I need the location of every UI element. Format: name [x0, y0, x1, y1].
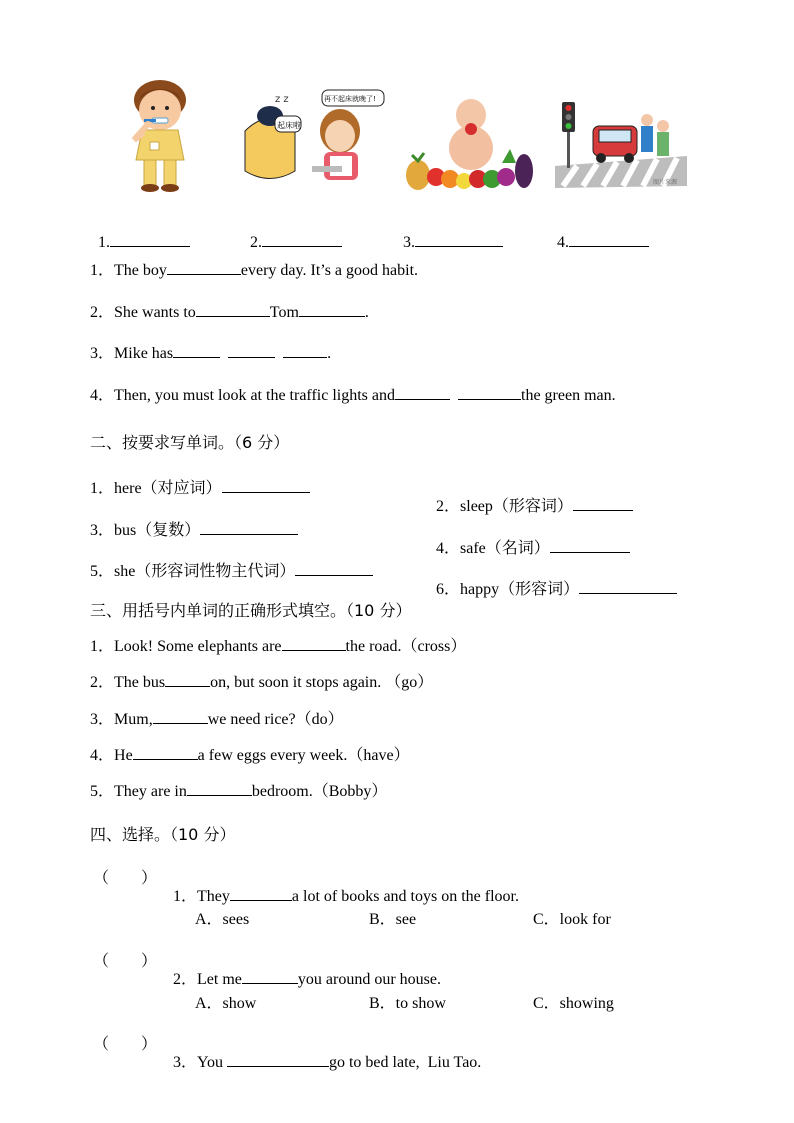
- section3-item-3: [90, 706, 344, 729]
- question-text: They: [197, 888, 230, 905]
- sentence-text: Then, you must look at the traffic lights and: [114, 387, 395, 404]
- answer-blank[interactable]: [579, 579, 677, 594]
- item-number: 3．: [90, 711, 115, 728]
- answer-blank[interactable]: [133, 745, 198, 760]
- question-2-option-a[interactable]: A．show: [195, 995, 257, 1012]
- answer-blank[interactable]: [569, 232, 649, 247]
- answer-blank[interactable]: [395, 385, 450, 400]
- section1-item-4: [90, 382, 616, 405]
- sentence-text: Look! Some elephants are: [114, 638, 282, 655]
- answer-blank[interactable]: [153, 709, 208, 724]
- item-number: 1．: [173, 888, 198, 905]
- question-text: go to bed late, Liu Tao.: [328, 1054, 482, 1071]
- section4-title: 四、选择。（10 分）: [90, 825, 236, 844]
- section3-title: 三、用括号内单词的正确形式填空。（10 分）: [90, 601, 412, 620]
- question-2-option-b[interactable]: B．to show: [369, 995, 446, 1012]
- picture-label-number: 3.: [403, 234, 415, 251]
- item-number: 3．: [173, 1054, 198, 1071]
- sentence-text: Mum,: [114, 711, 153, 728]
- sentence-text: She wants to: [114, 304, 196, 321]
- answer-blank[interactable]: [415, 232, 503, 247]
- section3-item-2: [90, 669, 433, 692]
- bubble-text-a: 起床啦: [277, 121, 301, 130]
- picture-sleeping-and-waking: [240, 86, 385, 190]
- question-2: [165, 948, 441, 989]
- bubble-text-b: 再不起床就晚了!: [324, 95, 376, 103]
- question-text: you around our house.: [297, 971, 441, 988]
- question-text: Let me: [197, 971, 242, 988]
- answer-blank[interactable]: [295, 561, 373, 576]
- item-number: 5．: [90, 783, 115, 800]
- answer-blank[interactable]: [550, 538, 630, 553]
- question-1-option-b[interactable]: B．see: [369, 911, 417, 928]
- section1-item-1: [90, 257, 418, 280]
- item-text: sleep（形容词）: [460, 498, 573, 515]
- question-3-paren[interactable]: （ ）: [93, 1036, 158, 1053]
- answer-blank[interactable]: [573, 496, 633, 511]
- item-text: safe（名词）: [460, 540, 550, 557]
- section2-item-6: [428, 558, 677, 599]
- item-number: 2．: [90, 304, 115, 321]
- sentence-text: The boy: [114, 262, 167, 279]
- answer-blank[interactable]: [299, 302, 365, 317]
- item-text: bus（复数）: [114, 522, 201, 539]
- sentence-text: .: [364, 304, 369, 321]
- item-number: 6．: [436, 581, 461, 598]
- section2-item-2: [428, 475, 633, 516]
- answer-blank[interactable]: [222, 478, 310, 493]
- answer-blank[interactable]: [110, 232, 190, 247]
- picture-caption: 图片来源: [653, 179, 678, 186]
- answer-blank[interactable]: [230, 886, 292, 901]
- sentence-text: the road.（cross）: [345, 638, 467, 655]
- section2-title: 二、按要求写单词。（6 分）: [90, 433, 290, 452]
- sentence-text: He: [114, 747, 133, 764]
- item-number: 3．: [90, 345, 115, 362]
- sentence-text: .: [327, 345, 332, 362]
- item-number: 1．: [90, 638, 115, 655]
- item-text: here（对应词）: [114, 480, 222, 497]
- sentence-text: every day. It’s a good habit.: [240, 262, 419, 279]
- sentence-text: They are in: [114, 783, 187, 800]
- picture-label-number: 2.: [250, 234, 262, 251]
- section2-item-3: [90, 517, 298, 540]
- answer-blank[interactable]: [242, 969, 298, 984]
- item-number: 3．: [90, 522, 115, 539]
- question-1: [165, 865, 519, 906]
- section1-item-3: [90, 340, 331, 363]
- sentence-text: on, but soon it stops again. （go）: [210, 674, 434, 691]
- answer-blank[interactable]: [200, 520, 298, 535]
- sentence-text: The bus: [114, 674, 166, 691]
- section1-item-2: [90, 299, 369, 322]
- answer-blank[interactable]: [283, 343, 327, 358]
- question-3: [165, 1031, 481, 1072]
- item-number: 2．: [173, 971, 198, 988]
- sentence-text: the green man.: [521, 387, 616, 404]
- item-number: 4．: [436, 540, 461, 557]
- item-number: 2．: [90, 674, 115, 691]
- section2-item-1: [90, 475, 310, 498]
- question-text: You: [197, 1054, 227, 1071]
- item-number: 1．: [90, 480, 115, 497]
- picture-boy-brushing-teeth: [90, 78, 230, 196]
- item-text: happy（形容词）: [460, 581, 580, 598]
- section3-item-5: [90, 778, 387, 801]
- question-2-paren[interactable]: （ ）: [93, 953, 158, 970]
- item-number: 2．: [436, 498, 461, 515]
- sentence-text: Mike has: [114, 345, 174, 362]
- sentence-text: bedroom.（Bobby）: [251, 783, 388, 800]
- picture-label-3: [395, 214, 503, 252]
- item-number: 1．: [90, 262, 115, 279]
- section2-item-4: [428, 517, 630, 558]
- section3-item-4: [90, 742, 410, 765]
- question-2-option-c[interactable]: C．showing: [533, 995, 614, 1012]
- answer-blank[interactable]: [227, 1052, 329, 1067]
- section2-item-5: [90, 558, 373, 581]
- item-number: 5．: [90, 563, 115, 580]
- answer-blank[interactable]: [228, 343, 275, 358]
- item-text: she（形容词性物主代词）: [114, 563, 296, 580]
- picture-label-2: [242, 214, 342, 252]
- svg-text:z z: z z: [275, 94, 289, 105]
- answer-blank[interactable]: [458, 385, 521, 400]
- question-1-paren[interactable]: （ ）: [93, 870, 158, 887]
- sentence-text: Tom: [269, 304, 299, 321]
- answer-blank[interactable]: [196, 302, 270, 317]
- picture-label-number: 4.: [557, 234, 569, 251]
- picture-label-4: [549, 214, 649, 252]
- answer-blank[interactable]: [173, 343, 220, 358]
- sentence-text: a few eggs every week.（have）: [197, 747, 410, 764]
- item-number: 4．: [90, 387, 115, 404]
- answer-blank[interactable]: [165, 672, 210, 687]
- answer-blank[interactable]: [282, 636, 346, 651]
- picture-label-1: [90, 214, 190, 252]
- sentence-text: we need rice?（do）: [207, 711, 344, 728]
- question-text: a lot of books and toys on the floor.: [291, 888, 519, 905]
- question-1-option-c[interactable]: C．look for: [533, 911, 611, 928]
- picture-label-number: 1.: [98, 234, 110, 251]
- answer-blank[interactable]: [167, 260, 241, 275]
- answer-blank[interactable]: [187, 781, 252, 796]
- picture-baby-with-fruit-vegetables: [398, 93, 538, 191]
- question-1-option-a[interactable]: A．sees: [195, 911, 250, 928]
- answer-blank[interactable]: [262, 232, 342, 247]
- item-number: 4．: [90, 747, 115, 764]
- section3-item-1: [90, 633, 466, 656]
- picture-crossing-road-traffic-light: [555, 96, 687, 190]
